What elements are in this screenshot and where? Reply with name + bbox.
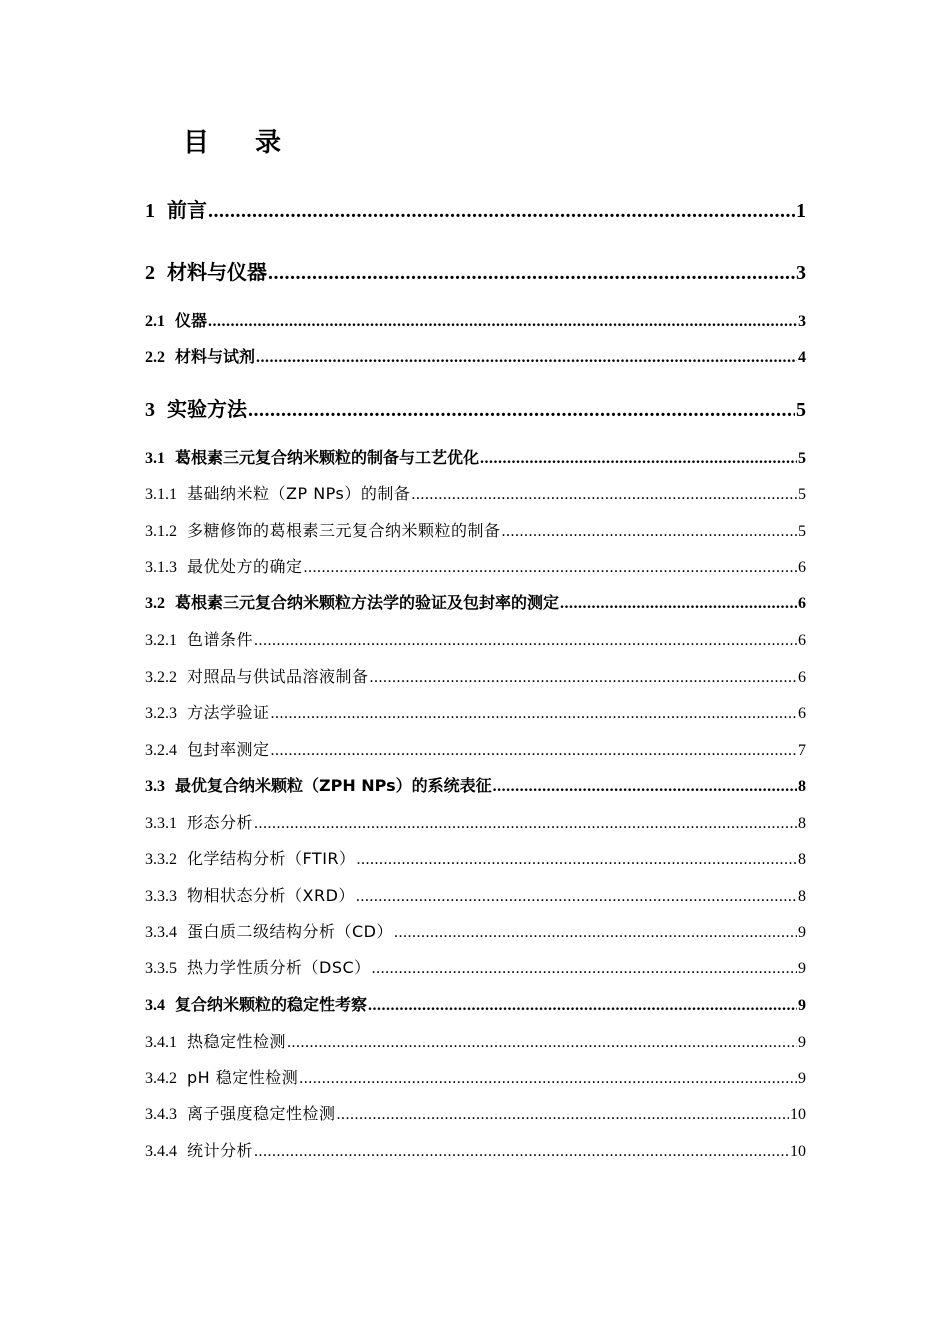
toc-entry-title: pH 稳定性检测 [187, 1068, 299, 1087]
toc-dot-leader [480, 450, 797, 468]
toc-dot-leader [208, 313, 797, 331]
toc-entry-title: 方法学验证 [187, 703, 270, 722]
toc-entry[interactable] [145, 773, 806, 796]
toc-entry[interactable] [145, 700, 806, 723]
toc-entry-page-number: 6 [798, 595, 806, 612]
toc-entry-page-number: 5 [798, 486, 806, 503]
toc-entry-page-number: 8 [798, 815, 806, 832]
toc-entry-number: 3.1.3 [145, 559, 177, 576]
toc-entry-page-number: 3 [796, 262, 806, 284]
toc-entry-title: 实验方法 [167, 397, 247, 421]
toc-entry-title: 材料与试剂 [175, 347, 256, 366]
toc-entry-number: 3.3.5 [145, 960, 177, 977]
toc-entry-title: 材料与仪器 [167, 260, 267, 284]
toc-entry-title: 统计分析 [187, 1141, 254, 1160]
toc-dot-leader [254, 632, 797, 650]
toc-entry-number: 3.1.2 [145, 523, 177, 540]
toc-entry[interactable] [145, 393, 806, 422]
toc-entry-page-number: 8 [798, 778, 806, 795]
toc-entry-title: 热稳定性检测 [187, 1032, 287, 1051]
toc-dot-leader [560, 595, 797, 613]
toc-entry-title: 葛根素三元复合纳米颗粒的制备与工艺优化 [175, 448, 480, 467]
toc-entry-title: 化学结构分析（FTIR） [187, 849, 356, 868]
toc-entry-page-number: 10 [790, 1143, 806, 1160]
toc-entry-number: 3.2 [145, 595, 165, 612]
toc-entry-page-number: 6 [798, 669, 806, 686]
toc-entry-title: 物相状态分析（XRD） [187, 886, 355, 905]
toc-entry-number: 3.2.4 [145, 742, 177, 759]
toc-entry-title: 色谱条件 [187, 630, 254, 649]
toc-entry[interactable] [145, 1138, 806, 1161]
toc-dot-leader [256, 349, 797, 367]
toc-entry-page-number: 8 [798, 888, 806, 905]
toc-entry-title: 多糖修饰的葛根素三元复合纳米颗粒的制备 [187, 521, 501, 540]
toc-entry-title: 蛋白质二级结构分析（CD） [187, 922, 393, 941]
page-title-char-1: 目 [183, 128, 212, 158]
toc-entry-page-number: 1 [796, 200, 806, 222]
toc-dot-leader [271, 705, 797, 723]
toc-entry-page-number: 9 [798, 1070, 806, 1087]
toc-entry[interactable] [145, 194, 806, 223]
toc-entry-number: 3.1.1 [145, 486, 177, 503]
toc-entry-page-number: 5 [798, 450, 806, 467]
toc-entry[interactable] [145, 664, 806, 687]
toc-entry[interactable] [145, 554, 806, 577]
toc-entry[interactable] [145, 308, 806, 331]
toc-dot-leader [394, 924, 797, 942]
toc-entry-title: 前言 [167, 198, 207, 222]
toc-entry-page-number: 6 [798, 632, 806, 649]
toc-entry-number: 3.2.3 [145, 705, 177, 722]
toc-entry-number: 1 [145, 200, 155, 222]
toc-dot-leader [271, 742, 797, 760]
toc-entry[interactable] [145, 590, 806, 613]
toc-entry-title: 热力学性质分析（DSC） [187, 958, 371, 977]
toc-entry[interactable] [145, 445, 806, 468]
toc-dot-leader [268, 262, 795, 285]
toc-dot-leader [411, 486, 797, 504]
toc-entry[interactable] [145, 256, 806, 285]
toc-entry[interactable] [145, 737, 806, 760]
toc-entry-page-number: 3 [798, 313, 806, 330]
toc-entry-title: 基础纳米粒（ZP NPs）的制备 [187, 484, 411, 503]
page-title [183, 122, 283, 159]
toc-dot-leader [299, 1070, 797, 1088]
toc-entry-number: 3.2.1 [145, 632, 177, 649]
toc-dot-leader [502, 523, 797, 541]
toc-dot-leader [254, 815, 797, 833]
toc-entry-title: 对照品与供试品溶液制备 [187, 667, 369, 686]
toc-dot-leader [287, 1034, 797, 1052]
toc-entry-page-number: 6 [798, 705, 806, 722]
toc-dot-leader [356, 888, 797, 906]
toc-entry-number: 3.3.1 [145, 815, 177, 832]
page-title-char-2: 录 [255, 128, 284, 158]
toc-entry[interactable] [145, 810, 806, 833]
toc-entry-number: 3.1 [145, 450, 165, 467]
toc-entry-number: 3 [145, 399, 155, 421]
toc-entry-number: 3.4.3 [145, 1106, 177, 1123]
toc-entry-title: 离子强度稳定性检测 [187, 1104, 336, 1123]
toc-entry-number: 3.3.4 [145, 924, 177, 941]
toc-entry-page-number: 9 [798, 997, 806, 1014]
toc-entry-title: 仪器 [175, 311, 208, 330]
toc-entry-page-number: 4 [798, 349, 806, 366]
toc-entry-number: 3.4.2 [145, 1070, 177, 1087]
toc-entry[interactable] [145, 919, 806, 942]
toc-entry-page-number: 9 [798, 960, 806, 977]
toc-entry-page-number: 10 [790, 1106, 806, 1123]
toc-entry[interactable] [145, 846, 806, 869]
toc-entry-title: 最优复合纳米颗粒（ZPH NPs）的系统表征 [175, 776, 492, 795]
toc-entry-number: 2.1 [145, 313, 165, 330]
toc-entry-number: 2 [145, 262, 155, 284]
toc-entry-number: 2.2 [145, 349, 165, 366]
toc-entry-page-number: 5 [796, 399, 806, 421]
toc-dot-leader [208, 200, 795, 223]
toc-entry-title: 葛根素三元复合纳米颗粒方法学的验证及包封率的测定 [175, 593, 560, 612]
toc-entry-title: 包封率测定 [187, 740, 270, 759]
toc-entry-page-number: 7 [798, 742, 806, 759]
toc-entry-page-number: 9 [798, 924, 806, 941]
toc-dot-leader [493, 778, 797, 796]
toc-entry-page-number: 9 [798, 1034, 806, 1051]
toc-entry-number: 3.4.4 [145, 1143, 177, 1160]
toc-entry[interactable] [145, 481, 806, 504]
toc-entry-number: 3.3.2 [145, 851, 177, 868]
toc-entry[interactable] [145, 883, 806, 906]
toc-dot-leader [304, 559, 797, 577]
toc-entry[interactable] [145, 1029, 806, 1052]
toc-entry[interactable] [145, 627, 806, 650]
toc-entry-number: 3.2.2 [145, 669, 177, 686]
toc-entry-title: 最优处方的确定 [187, 557, 303, 576]
toc-dot-leader [370, 669, 797, 687]
toc-entry-title: 形态分析 [187, 813, 254, 832]
toc-entry-page-number: 5 [798, 523, 806, 540]
toc-entry-number: 3.3.3 [145, 888, 177, 905]
toc-entry-title: 复合纳米颗粒的稳定性考察 [175, 995, 368, 1014]
toc-entry[interactable] [145, 1065, 806, 1088]
toc-entry[interactable] [145, 955, 806, 978]
toc-entry-number: 3.4 [145, 997, 165, 1014]
toc-dot-leader [368, 997, 797, 1015]
toc-entry-page-number: 8 [798, 851, 806, 868]
toc-entry-number: 3.3 [145, 778, 165, 795]
toc-dot-leader [254, 1143, 789, 1161]
toc-dot-leader [372, 960, 797, 978]
toc-entry-page-number: 6 [798, 559, 806, 576]
toc-dot-leader [357, 851, 797, 869]
toc-dot-leader [248, 399, 795, 422]
toc-entry[interactable] [145, 1101, 806, 1124]
toc-entry[interactable] [145, 518, 806, 541]
toc-dot-leader [337, 1106, 789, 1124]
toc-entry[interactable] [145, 992, 806, 1015]
toc-entry-number: 3.4.1 [145, 1034, 177, 1051]
toc-entry[interactable] [145, 344, 806, 367]
